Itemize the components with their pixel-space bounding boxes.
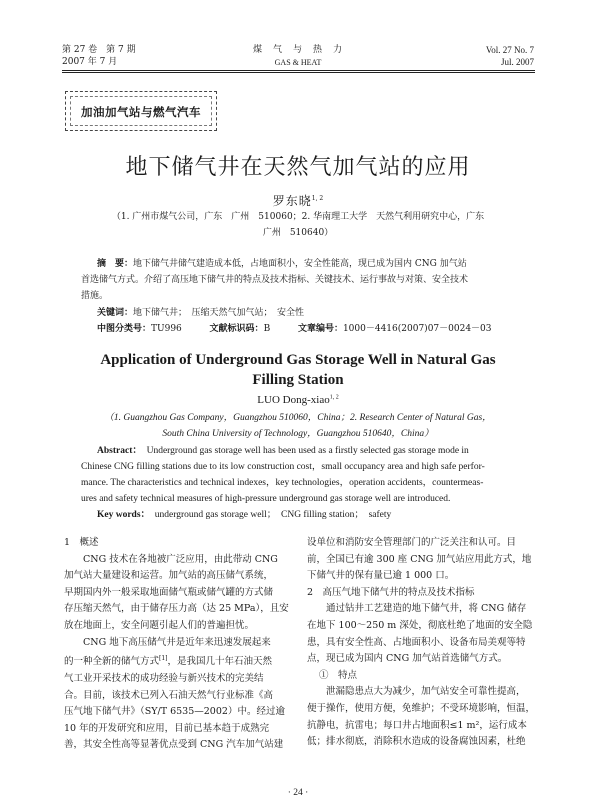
author-en-line <box>0 394 596 406</box>
left-line-12: 善，其安全性高等显著优点受到 CNG 汽车加气站建 <box>64 739 284 751</box>
header-volume-cn: 第 27 卷 第 7 期 <box>62 45 136 55</box>
keywords-en-line <box>97 507 517 523</box>
left-line-1: CNG 技术在各地被广泛应用，由此带动 CNG <box>64 553 278 565</box>
header-volume-en: Vol. 27 No. 7 <box>485 45 534 55</box>
title-en-1: Application of Underground Gas Storage Well in Natural Gas <box>100 352 496 368</box>
doc-code-value: B <box>263 324 271 334</box>
right-line-7: 点，现已成为国内 CNG 加气站首选储气方式。 <box>307 653 508 665</box>
left-line-6: CNG 地下高压储气井是近年来迅速发展起来 <box>64 636 271 648</box>
clc-label: 中图分类号： <box>97 324 152 334</box>
right-line-1: 设单位和消防安全管理部门的广泛关注和认可。目 <box>307 537 517 548</box>
citation-ref-1: [1] <box>159 655 168 663</box>
right-line-3: 下储气井的保有量已逾 1 000 口。 <box>307 570 455 582</box>
header-journal-cn: 煤 气 与 热 力 <box>252 45 343 55</box>
affiliation-en-1: （1. Guangzhou Gas Company，Guangzhou 510060，China；2. Research Center of Natural Gas， <box>104 413 492 423</box>
keywords-cn-line <box>97 305 517 321</box>
left-column <box>64 535 294 754</box>
right-line-8: 泄漏隐患点大为减少，加气站安全可靠性提高， <box>307 686 526 698</box>
classification-line <box>97 321 527 337</box>
author-en: LUO Dong-xiao <box>257 394 330 406</box>
abstract-en-label: Abstract： <box>97 446 142 456</box>
right-line-10: 抗静电，抗雷电；每口井占地面积≤1 m²，运行成本 <box>307 719 527 731</box>
abstract-en-line-3: mance. The characteristics and technical indexes，key technologies，operation accidents，countermeas- <box>81 478 484 488</box>
author-en-sup: 1, 2 <box>329 394 339 401</box>
abstract-en-line-1 <box>97 443 517 459</box>
right-line-2: 前，全国已有逾 300 座 CNG 加气站应用此方式，地 <box>307 553 532 565</box>
right-line-9: 便于操作，使用方便，免维护；不受环境影响，恒温， <box>307 702 536 714</box>
left-line-8: 气工业开采技术的成功经验与新兴技术的完美结 <box>64 672 264 684</box>
keywords-en-label: Key words： <box>97 510 151 520</box>
right-line-4: 通过钻井工艺建造的地下储气井，将 CNG 储存 <box>307 603 527 615</box>
abstract-cn-text-1: 地下储气井储气建造成本低，占地面积小，安全性能高，现已成为国内 CNG 加气站 <box>133 259 467 269</box>
right-column <box>307 535 537 751</box>
abstract-cn-line-2: 首选储气方式。介绍了高压地下储气井的特点及技术指标、关键技术、运行事故与对策、安全技术 <box>81 275 469 285</box>
clc-value: TU996 <box>151 324 182 334</box>
keywords-en-text: underground gas storage well； CNG filling station； safety <box>154 510 392 520</box>
article-no-label: 文章编号： <box>297 324 343 334</box>
author-cn: 罗东晓 <box>272 194 312 208</box>
doc-code-label: 文献标识码： <box>209 324 264 334</box>
column-banner-label: 加油加气站与燃气汽车 <box>81 105 201 119</box>
left-line-10: 压气地下储气井》（SY/T 6535—2002）中。经过逾 <box>64 706 285 718</box>
article-no-value: 1000－4416(2007)07－0024－03 <box>342 324 492 334</box>
left-line-2: 加气站大量建设和运营。加气站的高压储气系统， <box>64 570 274 582</box>
keywords-cn-label: 关键词： <box>97 308 134 318</box>
left-line-3: 早期国内外一般采取地面储气瓶或储气罐的方式储 <box>64 586 274 598</box>
header-journal-en: GAS & HEAT <box>274 58 322 67</box>
author-cn-sup: 1, 2 <box>311 195 324 202</box>
affiliation-en-2: South China University of Technology，Guangzhou 510640，China） <box>162 429 434 439</box>
abstract-en-line-4: ures and safety technical measures of high-pressure underground gas storage well are introduced. <box>81 494 451 504</box>
subsection-features: ① 特点 <box>319 669 358 681</box>
abstract-cn-line-3: 措施。 <box>81 291 109 301</box>
page-number: · 24 · <box>287 788 309 798</box>
abstract-en-line-2: Chinese CNG filling stations due to its low construction cost，small occupancy area and high safe perfor- <box>81 462 485 472</box>
left-line-4: 存压缩天然气，由于储存压力高（达 25 MPa），且安 <box>64 603 289 615</box>
affiliation-cn-2: 广州 510640） <box>262 228 334 238</box>
header-rule-bottom <box>62 72 535 73</box>
left-line-11: 10 年的开发研究和应用，目前已基本趋于成熟完 <box>64 722 270 734</box>
left-line-9: 合。目前，该技术已列入石油天然气行业标准《高 <box>64 689 274 701</box>
right-line-5: 在地下 100～250 m 深处，彻底杜绝了地面的安全隐 <box>307 619 533 631</box>
left-line-7 <box>64 651 294 671</box>
left-line-7-tail: ，是我国几十年石油天然 <box>167 656 273 668</box>
left-line-5: 放在地面上，安全问题引起人们的普遍担忧。 <box>64 619 255 631</box>
right-line-6: 患，具有安全性高、占地面积小、设备布局美观等特 <box>307 636 526 648</box>
affiliation-cn-1: （1. 广州市煤气公司，广东 广州 510060；2. 华南理工大学 天然气利用研究中心，广东 <box>111 212 485 222</box>
keywords-cn-text: 地下储气井； 压缩天然气加气站； 安全性 <box>133 308 305 318</box>
title-en-2: Filling Station <box>252 372 344 388</box>
left-line-7-text: 的一种全新的储气方式 <box>64 656 160 668</box>
header-date-cn: 2007 年 7 月 <box>62 57 118 67</box>
header-date-en: Jul. 2007 <box>500 57 534 67</box>
right-line-11: 低；排水彻底，消除积水造成的设备腐蚀因素，杜绝 <box>307 736 526 748</box>
abstract-cn-line-1 <box>97 256 517 272</box>
header-rule-top <box>62 70 535 71</box>
section-2-heading: 2 高压气地下储气井的特点及技术指标 <box>307 586 475 598</box>
abstract-en-text-1: Underground gas storage well has been used as a firstly selected gas storage mode in <box>146 446 469 456</box>
title-cn: 地下储气井在天然气加气站的应用 <box>125 155 471 180</box>
author-cn-line <box>0 192 596 209</box>
abstract-cn-label: 摘 要： <box>97 259 134 269</box>
column-banner <box>65 91 217 131</box>
section-1-heading: 1 概述 <box>64 537 99 548</box>
